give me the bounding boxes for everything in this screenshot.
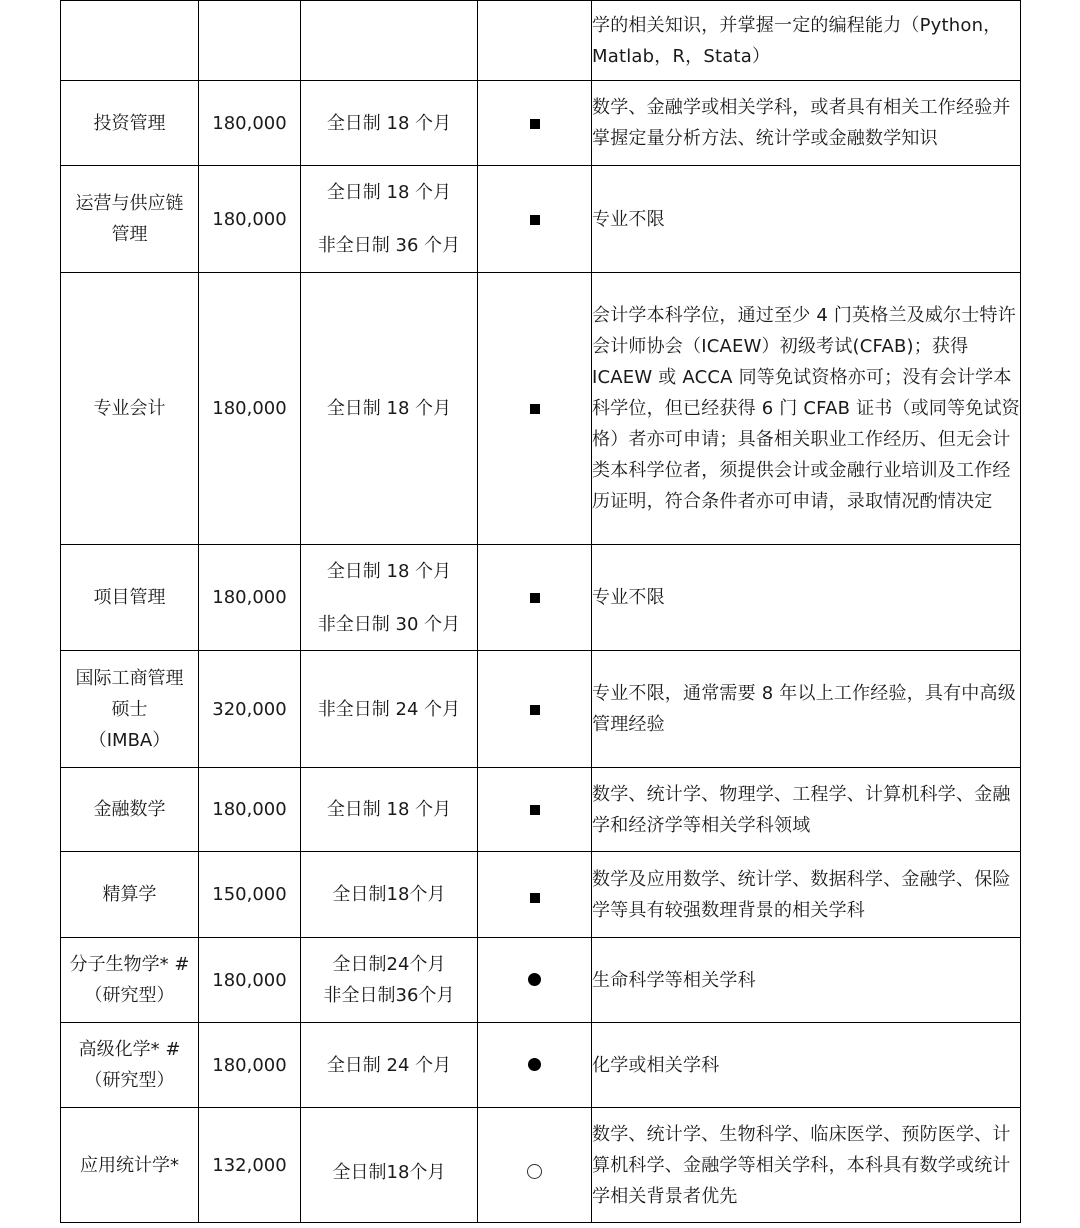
duration-text: 全日制 18 个月 [326, 799, 452, 820]
mark-cell [478, 81, 592, 166]
program-name-cell [61, 852, 199, 938]
program-name: 运营与供应链 [75, 193, 184, 214]
program-name-cell [61, 768, 199, 852]
filled-square-icon [530, 893, 540, 903]
mark-cell [478, 1108, 592, 1223]
requirements-text: 专业不限 [592, 208, 665, 230]
duration-text: 全日制 18 个月 [326, 182, 452, 203]
table-row [61, 1023, 1021, 1108]
duration-text: 全日制 18 个月 [326, 112, 452, 134]
table-row [61, 81, 1021, 166]
mark-cell [478, 166, 592, 273]
duration-text: 全日制 18 个月 [326, 560, 452, 582]
filled-square-icon [530, 215, 540, 225]
duration-text: 非全日制 24 个月 [317, 698, 461, 720]
table-row [61, 651, 1021, 768]
tuition-cell [199, 166, 301, 273]
requirements-text: 数学、金融学或相关学科，或者具有相关工作经验并掌握定量分析方法、统计学或金融数学知识 [592, 97, 1011, 149]
mark-cell [478, 1, 592, 81]
program-name: 管理 [111, 224, 148, 245]
table-row [61, 852, 1021, 938]
requirements-text: 专业不限 [592, 587, 665, 608]
program-name-cell [61, 273, 199, 545]
duration-text: 全日制18个月 [332, 884, 446, 905]
program-name: 投资管理 [93, 112, 166, 134]
tuition-cell [199, 81, 301, 166]
tuition-value: 180,000 [212, 1054, 287, 1076]
duration-text: 非全日制 36 个月 [317, 235, 461, 256]
duration-cell [301, 166, 478, 273]
program-name-cell [61, 545, 199, 651]
requirements-cell [592, 651, 1021, 768]
requirements-text: 专业不限，通常需要 8 年以上工作经验，具有中高级管理经验 [592, 683, 1016, 735]
duration-text: 全日制 24 个月 [326, 1054, 452, 1076]
tuition-cell [199, 1108, 301, 1223]
tuition-value: 180,000 [212, 799, 287, 820]
requirements-cell [592, 81, 1021, 166]
program-name: （研究型） [84, 985, 175, 1006]
tuition-cell [199, 651, 301, 768]
duration-cell [301, 768, 478, 852]
duration-cell [301, 651, 478, 768]
program-name: （IMBA） [88, 729, 171, 751]
mark-cell [478, 273, 592, 545]
requirements-text: 数学、统计学、物理学、工程学、计算机科学、金融学和经济学等相关学科领域 [592, 783, 1011, 836]
mark-cell [478, 1023, 592, 1108]
duration-text: 全日制18个月 [332, 1161, 446, 1183]
tuition-value: 180,000 [212, 969, 287, 991]
tuition-value: 180,000 [212, 112, 287, 134]
duration-text: 全日制24个月 [332, 954, 446, 975]
program-name: 应用统计学* [80, 1154, 179, 1176]
requirements-text: 会计学本科学位，通过至少 4 门英格兰及威尔士特许会计师协会（ICAEW）初级考试(CFAB)；获得 ICAEW 或 ACCA 同等免试资格亦可；没有会计学本科学位，但已经获得 6 门 CFAB 证书（或同等免试资格）者亦可申请；具备相关职业工作经历、但无会计类本科学位者，须提供会计或金融行业培训及工作经历证明，符合条件者亦可申请，录取情况酌情决定 [592, 305, 1020, 512]
program-name: 国际工商管理 [75, 667, 184, 689]
requirements-cell [592, 545, 1021, 651]
tuition-value: 180,000 [212, 208, 287, 230]
requirements-cell [592, 938, 1021, 1023]
requirements-text: 学的相关知识，并掌握一定的编程能力（Python，Matlab，R，Stata） [592, 14, 1002, 67]
mark-cell [478, 768, 592, 852]
filled-circle-icon [528, 973, 541, 986]
tuition-value: 320,000 [212, 698, 287, 720]
program-name: 分子生物学* # [69, 954, 190, 975]
requirements-text: 生命科学等相关学科 [592, 969, 756, 991]
mark-cell [478, 938, 592, 1023]
program-name-cell [61, 1023, 199, 1108]
filled-square-icon [530, 705, 540, 715]
tuition-value: 132,000 [212, 1154, 287, 1176]
table-row [61, 545, 1021, 651]
duration-cell [301, 938, 478, 1023]
program-name-cell [61, 1108, 199, 1223]
program-name: 专业会计 [93, 398, 166, 419]
requirements-cell [592, 1023, 1021, 1108]
mark-cell [478, 852, 592, 938]
tuition-cell [199, 768, 301, 852]
duration-cell [301, 273, 478, 545]
tuition-value: 150,000 [212, 884, 287, 905]
requirements-cell [592, 1, 1021, 81]
duration-cell [301, 1, 478, 81]
filled-square-icon [530, 593, 540, 603]
mark-cell [478, 545, 592, 651]
duration-cell [301, 1108, 478, 1223]
requirements-text: 化学或相关学科 [592, 1054, 720, 1076]
tuition-value: 180,000 [212, 398, 287, 419]
tuition-cell [199, 1023, 301, 1108]
tuition-cell [199, 273, 301, 545]
duration-text: 非全日制36个月 [323, 985, 455, 1006]
program-name: 高级化学* # [78, 1039, 181, 1060]
program-name: 精算学 [102, 884, 157, 905]
filled-square-icon [530, 404, 540, 414]
table-row [61, 1108, 1021, 1223]
requirements-text: 数学及应用数学、统计学、数据科学、金融学、保险学等具有较强数理背景的相关学科 [592, 868, 1011, 921]
filled-circle-icon [528, 1058, 541, 1071]
table-row [61, 166, 1021, 273]
hollow-circle-icon [527, 1164, 542, 1179]
requirements-cell [592, 273, 1021, 545]
requirements-cell [592, 1108, 1021, 1223]
filled-square-icon [530, 119, 540, 129]
tuition-cell [199, 545, 301, 651]
table-row [61, 938, 1021, 1023]
tuition-cell [199, 1, 301, 81]
duration-cell [301, 545, 478, 651]
duration-cell [301, 81, 478, 166]
tuition-cell [199, 852, 301, 938]
mark-cell [478, 651, 592, 768]
requirements-cell [592, 166, 1021, 273]
program-table-page [60, 0, 1020, 1228]
program-table [60, 0, 1021, 1223]
program-name-cell [61, 166, 199, 273]
duration-cell [301, 1023, 478, 1108]
requirements-text: 数学、统计学、生物科学、临床医学、预防医学、计算机科学、金融学等相关学科，本科具有数学或统计学相关背景者优先 [592, 1123, 1011, 1207]
program-name: （研究型） [84, 1070, 175, 1091]
tuition-cell [199, 938, 301, 1023]
program-name: 项目管理 [93, 587, 166, 608]
table-row [61, 1, 1021, 81]
tuition-value: 180,000 [212, 587, 287, 608]
program-name-cell [61, 938, 199, 1023]
requirements-cell [592, 768, 1021, 852]
table-row [61, 768, 1021, 852]
program-name-cell [61, 1, 199, 81]
table-row [61, 273, 1021, 545]
program-name-cell [61, 651, 199, 768]
duration-text: 非全日制 30 个月 [317, 613, 461, 635]
requirements-cell [592, 852, 1021, 938]
duration-cell [301, 852, 478, 938]
duration-text: 全日制 18 个月 [326, 398, 452, 419]
program-name-cell [61, 81, 199, 166]
filled-square-icon [530, 805, 540, 815]
program-name: 金融数学 [93, 799, 166, 820]
program-name: 硕士 [111, 698, 148, 720]
